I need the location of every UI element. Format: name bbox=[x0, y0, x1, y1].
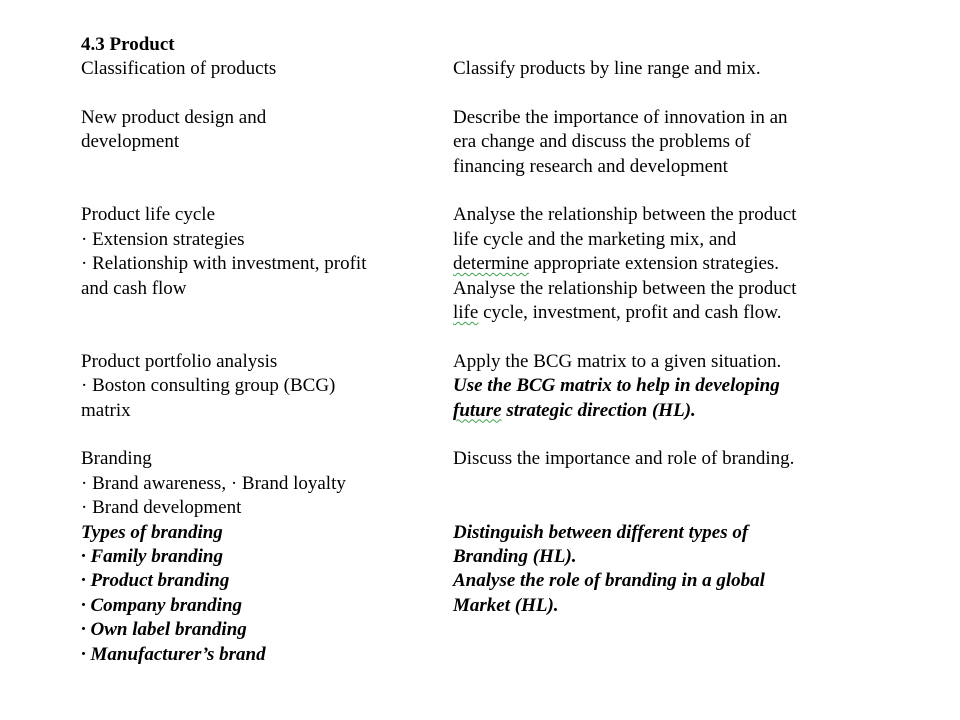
objective-bcg-line-2: Use the BCG matrix to help in developing bbox=[453, 375, 780, 397]
branding-type-own-label: · Own label branding bbox=[81, 619, 247, 641]
objectives-column bbox=[453, 57, 853, 618]
content-column bbox=[81, 57, 421, 667]
objective-plc-line-5 bbox=[453, 301, 853, 325]
subtopic-brand-awareness-loyalty: · Brand awareness, · Brand loyalty bbox=[81, 472, 346, 494]
objective-innovation-line-2: era change and discuss the problems of bbox=[453, 131, 751, 153]
objective-plc-line-3-rest: appropriate extension strategies. bbox=[528, 253, 780, 275]
objective-types-line-3: Analyse the role of branding in a global bbox=[453, 570, 765, 592]
branding-type-product: · Product branding bbox=[81, 570, 230, 592]
topic-new-product-line-2: development bbox=[81, 131, 180, 153]
topic-classification: Classification of products bbox=[81, 58, 277, 79]
subtopic-bcg-line-2: matrix bbox=[81, 399, 131, 421]
objective-bcg-line-1: Apply the BCG matrix to a given situation. bbox=[453, 350, 782, 372]
objective-bcg-line-3-rest: strategic direction (HL). bbox=[501, 399, 696, 421]
subtopic-brand-development: · Brand development bbox=[81, 497, 242, 519]
topic-branding: Branding bbox=[81, 448, 152, 470]
objective-innovation-line-3: financing research and development bbox=[453, 155, 728, 177]
section-heading: 4.3 Product bbox=[81, 34, 175, 55]
subtopic-bcg-line-1: · Boston consulting group (BCG) bbox=[81, 375, 336, 397]
branding-type-company: · Company branding bbox=[81, 594, 243, 616]
subtopic-relationship-line-2: and cash flow bbox=[81, 277, 187, 299]
objective-plc-line-5-rest: cycle, investment, profit and cash flow. bbox=[478, 302, 782, 324]
spellcheck-underlined-word: life bbox=[453, 302, 479, 324]
subtopic-extension-strategies: · Extension strategies bbox=[81, 228, 245, 250]
objective-plc-line-4: Analyse the relationship between the product bbox=[453, 277, 797, 299]
topic-product-life-cycle: Product life cycle bbox=[81, 204, 216, 226]
objective-innovation-line-1: Describe the importance of innovation in an bbox=[453, 106, 788, 128]
objective-plc-line-3 bbox=[453, 252, 853, 276]
objective-classify: Classify products by line range and mix. bbox=[453, 58, 761, 79]
topic-portfolio-analysis: Product portfolio analysis bbox=[81, 350, 278, 372]
objective-plc-line-2: life cycle and the marketing mix, and bbox=[453, 228, 737, 250]
branding-type-manufacturer: · Manufacturer’s brand bbox=[81, 643, 266, 665]
subtopic-types-of-branding: Types of branding bbox=[81, 521, 223, 543]
topic-new-product-line-1: New product design and bbox=[81, 106, 267, 128]
branding-type-family: · Family branding bbox=[81, 546, 223, 568]
spellcheck-underlined-word: determine bbox=[453, 253, 529, 275]
objective-bcg-line-3 bbox=[453, 399, 853, 423]
objective-types-line-1: Distinguish between different types of bbox=[453, 521, 749, 543]
objective-branding: Discuss the importance and role of branding. bbox=[453, 448, 795, 470]
objective-types-line-4: Market (HL). bbox=[453, 594, 559, 616]
spellcheck-underlined-word: future bbox=[453, 399, 502, 421]
objective-types-line-2: Branding (HL). bbox=[453, 546, 577, 568]
objective-plc-line-1: Analyse the relationship between the product bbox=[453, 204, 797, 226]
subtopic-relationship-line-1: · Relationship with investment, profit bbox=[81, 253, 367, 275]
